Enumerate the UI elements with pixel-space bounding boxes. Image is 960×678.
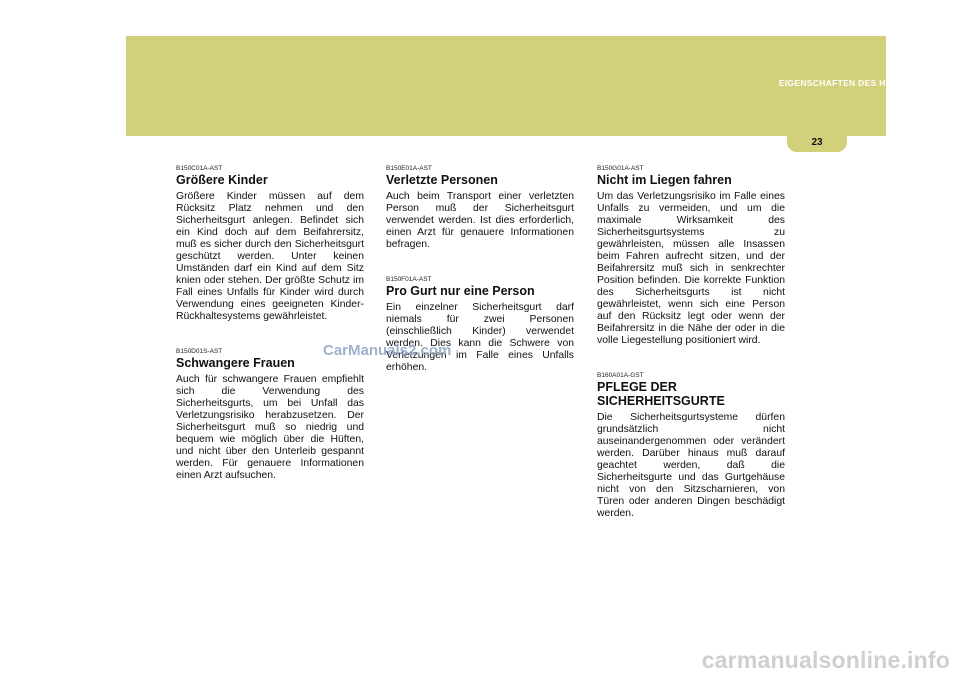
section-body: Größere Kinder müssen auf dem Rücksitz Platz nehmen und den Sicherheitsgurt anlegen. Befindet sich ein Kind doch auf dem Beifahrersitz, muß es sicher durch den Sicherheitsgurt geschützt werden. Unter keinen Umständen darf ein Kind auf dem Sitz knien oder stehen. Der größte Schutz im Fall eines Unfalls für Kinder wird durch Verwendung eines geeigneten Kinder-Rückhaltesystems gewährleistet.: [176, 191, 364, 322]
section-pregnant-women: [176, 348, 364, 482]
section-code: B150G01A-AST: [597, 165, 644, 172]
section-belt-care: [597, 372, 785, 520]
section-injured-persons: [386, 165, 574, 251]
chapter-header-band: [126, 36, 886, 136]
text-column-1: [176, 165, 364, 507]
section-body: Ein einzelner Sicherheitsgurt darf niemals für zwei Personen (einschließlich Kinder) verwendet werden. Dies kann die Schwere von Verletzungen im Falle eines Unfalls erhöhen.: [386, 302, 574, 373]
footer-watermark: carmanualsonline.info: [701, 647, 950, 673]
section-one-person-per-belt: [386, 276, 574, 374]
section-title: Größere Kinder: [176, 173, 268, 187]
chapter-label: EIGENSCHAFTEN DES HYUNDAI: [778, 78, 920, 88]
section-code: B160A01A-GST: [597, 372, 644, 379]
section-code: B150D01S-AST: [176, 348, 223, 355]
section-body: Die Sicherheitsgurtsysteme dürfen grundsätzlich nicht auseinandergenommen oder verändert werden. Darüber hinaus muß darauf geachtet werden, daß die Sicherheitsgurte und das Gurtgehäuse nicht von den Sitzscharnieren, von Türen oder anderen Dingen beschädigt werden.: [597, 412, 785, 519]
section-code: B150E01A-AST: [386, 165, 432, 172]
text-column-3: [597, 165, 785, 545]
text-column-2: [386, 165, 574, 399]
section-body: Auch beim Transport einer verletzten Person muß der Sicherheitsgurt verwendet werden. Ist dies erforderlich, einen Arzt für genauere Informationen befragen.: [386, 191, 574, 250]
section-title: PFLEGE DER SICHERHEITSGURTE: [597, 380, 725, 408]
chapter-number: 1: [940, 68, 953, 93]
section-body: Um das Verletzungsrisiko im Falle eines Unfalls zu vermeiden, und um die maximale Wirksamkeit des Sicherheitsgurtsystems zu gewährleisten, müssen alle Insassen beim Fahren aufrecht sitzen, und der Beifahrersitz muß sich in senkrechter Position befinden. Die korrekte Funktion des Sicherheitsgurts ist nicht gewährleistet, wenn sich eine Person auf den Rücksitz legt oder wenn der Beifahrersitz in die Nähe der oder in die volle Liegestellung positioniert wird.: [597, 191, 785, 346]
section-title: Pro Gurt nur eine Person: [386, 284, 535, 298]
section-body: Auch für schwangere Frauen empfiehlt sich die Verwendung des Sicherheitsgurts, um bei Unfall das Verletzungsrisiko herabzusetzen. Der Sicherheitsgurt muß so niedrig und bequem wie möglich über die Hüften, und nicht über den Unterleib gespannt werden. Für genauere Informationen einen Arzt aufsuchen.: [176, 374, 364, 481]
section-title: Nicht im Liegen fahren: [597, 173, 732, 187]
section-larger-children: [176, 165, 364, 323]
page-number: 23: [787, 134, 847, 152]
section-code: B150C01A-AST: [176, 165, 223, 172]
section-code: B150F01A-AST: [386, 276, 432, 283]
section-title: Verletzte Personen: [386, 173, 498, 187]
watermark: CarManuals2.com: [323, 342, 452, 359]
section-title: Schwangere Frauen: [176, 356, 295, 370]
section-no-reclining: [597, 165, 785, 347]
